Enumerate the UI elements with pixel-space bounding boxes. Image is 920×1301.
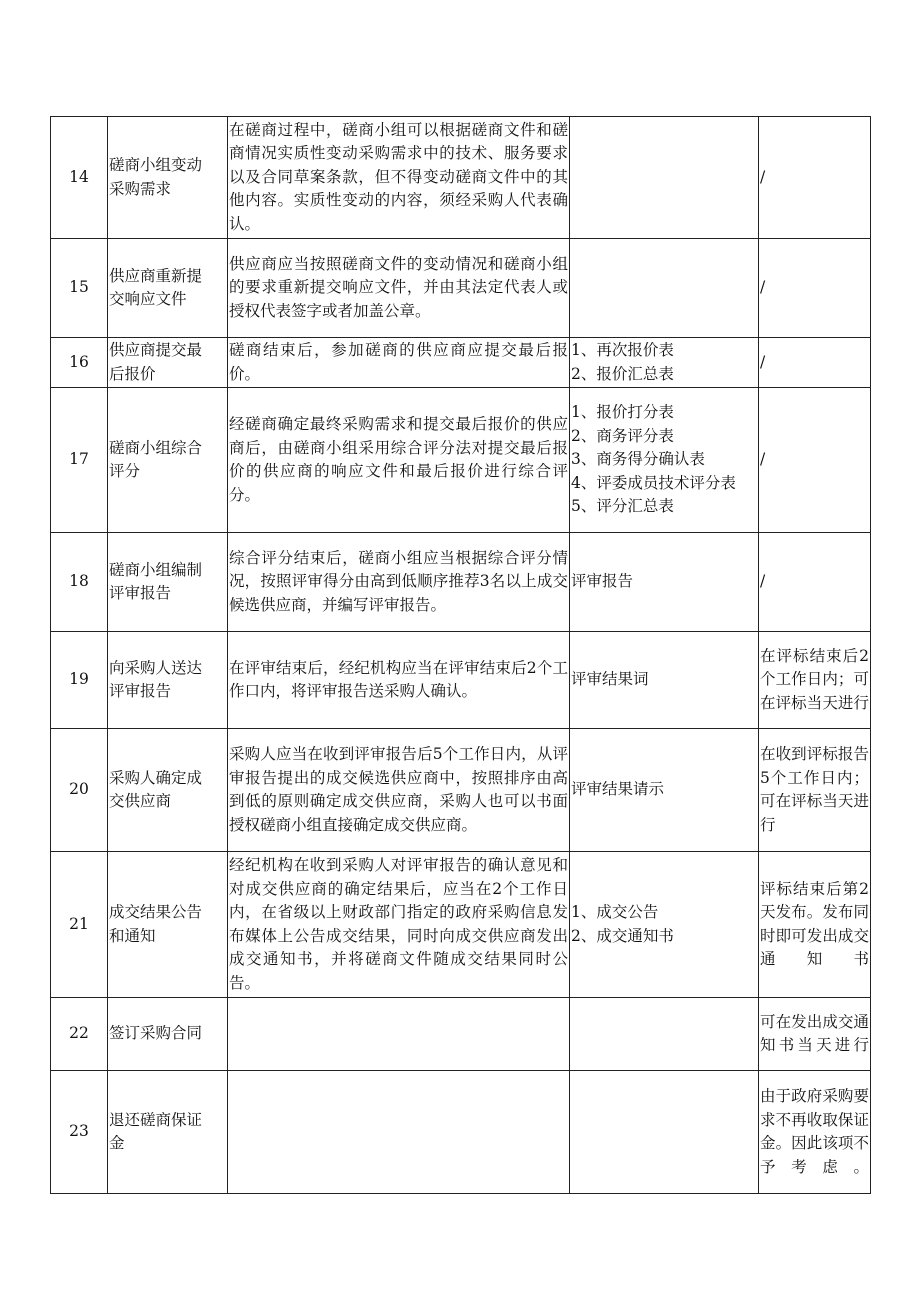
step-documents: 评审结果词	[570, 632, 759, 729]
step-timing: /	[759, 338, 871, 388]
step-description: 在评审结束后，经纪机构应当在评审结束后2个工作口内，将评审报告送采购人确认。	[228, 632, 570, 729]
step-documents: 评审结果请示	[570, 729, 759, 852]
step-number: 21	[51, 852, 108, 998]
step-name: 磋商小组编制 评审报告	[108, 533, 228, 632]
step-documents	[570, 1071, 759, 1194]
step-number: 15	[51, 239, 108, 338]
step-timing: 可在发出成交通知书当天进行	[759, 998, 871, 1071]
table-row	[51, 729, 871, 852]
step-name: 供应商提交最 后报价	[108, 338, 228, 388]
step-number: 16	[51, 338, 108, 388]
step-timing: /	[759, 388, 871, 533]
table-row	[51, 852, 871, 998]
step-name: 退还磋商保证 金	[108, 1071, 228, 1194]
table-row	[51, 239, 871, 338]
step-description	[228, 1071, 570, 1194]
step-description: 磋商结束后，参加磋商的供应商应提交最后报价。	[228, 338, 570, 388]
step-timing: /	[759, 533, 871, 632]
table-row	[51, 117, 871, 239]
table-row	[51, 533, 871, 632]
step-description: 经纪机构在收到采购人对评审报告的确认意见和对成交供应商的确定结果后，应当在2个工作日内，在省级以上财政部门指定的政府采购信息发布媒体上公告成交结果，同时向成交供应商发出成交通知书，并将磋商文件随成交结果同时公告。	[228, 852, 570, 998]
step-description: 经磋商确定最终采购需求和提交最后报价的供应商后，由磋商小组采用综合评分法对提交最后报价的供应商的响应文件和最后报价进行综合评分。	[228, 388, 570, 533]
step-documents: 评审报告	[570, 533, 759, 632]
step-name: 向采购人送达 评审报告	[108, 632, 228, 729]
step-number: 20	[51, 729, 108, 852]
step-name: 成交结果公告 和通知	[108, 852, 228, 998]
step-description: 供应商应当按照磋商文件的变动情况和磋商小组的要求重新提交响应文件，并由其法定代表人或授权代表签字或者加盖公章。	[228, 239, 570, 338]
step-number: 17	[51, 388, 108, 533]
step-timing: /	[759, 117, 871, 239]
step-description: 采购人应当在收到评审报告后5个工作日内，从评审报告提出的成交候选供应商中，按照排序由高到低的原则确定成交供应商，采购人也可以书面授权磋商小组直接确定成交供应商。	[228, 729, 570, 852]
step-number: 14	[51, 117, 108, 239]
step-timing: 由于政府采购要求不再收取保证金。因此该项不予考虑。	[759, 1071, 871, 1194]
table-row	[51, 1071, 871, 1194]
step-documents: 1、成交公告 2、成交通知书	[570, 852, 759, 998]
step-number: 19	[51, 632, 108, 729]
step-documents	[570, 998, 759, 1071]
procurement-steps-table	[50, 116, 871, 1194]
step-timing: 在评标结束后2个工作日内；可在评标当天进行	[759, 632, 871, 729]
step-name: 签订采购合同	[108, 998, 228, 1071]
step-number: 22	[51, 998, 108, 1071]
table-row	[51, 338, 871, 388]
step-timing: 在收到评标报告5个工作日内；可在评标当天进行	[759, 729, 871, 852]
step-timing: 评标结束后第2天发布。发布同时即可发出成交通知书	[759, 852, 871, 998]
step-name: 磋商小组综合 评分	[108, 388, 228, 533]
step-documents: 1、报价打分表 2、商务评分表 3、商务得分确认表 4、评委成员技术评分表 5、评分汇总表	[570, 388, 759, 533]
step-name: 供应商重新提 交响应文件	[108, 239, 228, 338]
step-documents	[570, 239, 759, 338]
step-description: 综合评分结束后，磋商小组应当根据综合评分情况，按照评审得分由高到低顺序推荐3名以上成交候选供应商，并编写评审报告。	[228, 533, 570, 632]
table-row	[51, 632, 871, 729]
step-description: 在磋商过程中，磋商小组可以根据磋商文件和磋商情况实质性变动采购需求中的技术、服务要求以及合同草案条款，但不得变动磋商文件中的其他内容。实质性变动的内容，须经采购人代表确认。	[228, 117, 570, 239]
step-number: 23	[51, 1071, 108, 1194]
table-row	[51, 388, 871, 533]
step-documents: 1、再次报价表 2、报价汇总表	[570, 338, 759, 388]
step-name: 采购人确定成 交供应商	[108, 729, 228, 852]
step-documents	[570, 117, 759, 239]
step-description	[228, 998, 570, 1071]
step-number: 18	[51, 533, 108, 632]
table-row	[51, 998, 871, 1071]
step-name: 磋商小组变动 采购需求	[108, 117, 228, 239]
step-timing: /	[759, 239, 871, 338]
